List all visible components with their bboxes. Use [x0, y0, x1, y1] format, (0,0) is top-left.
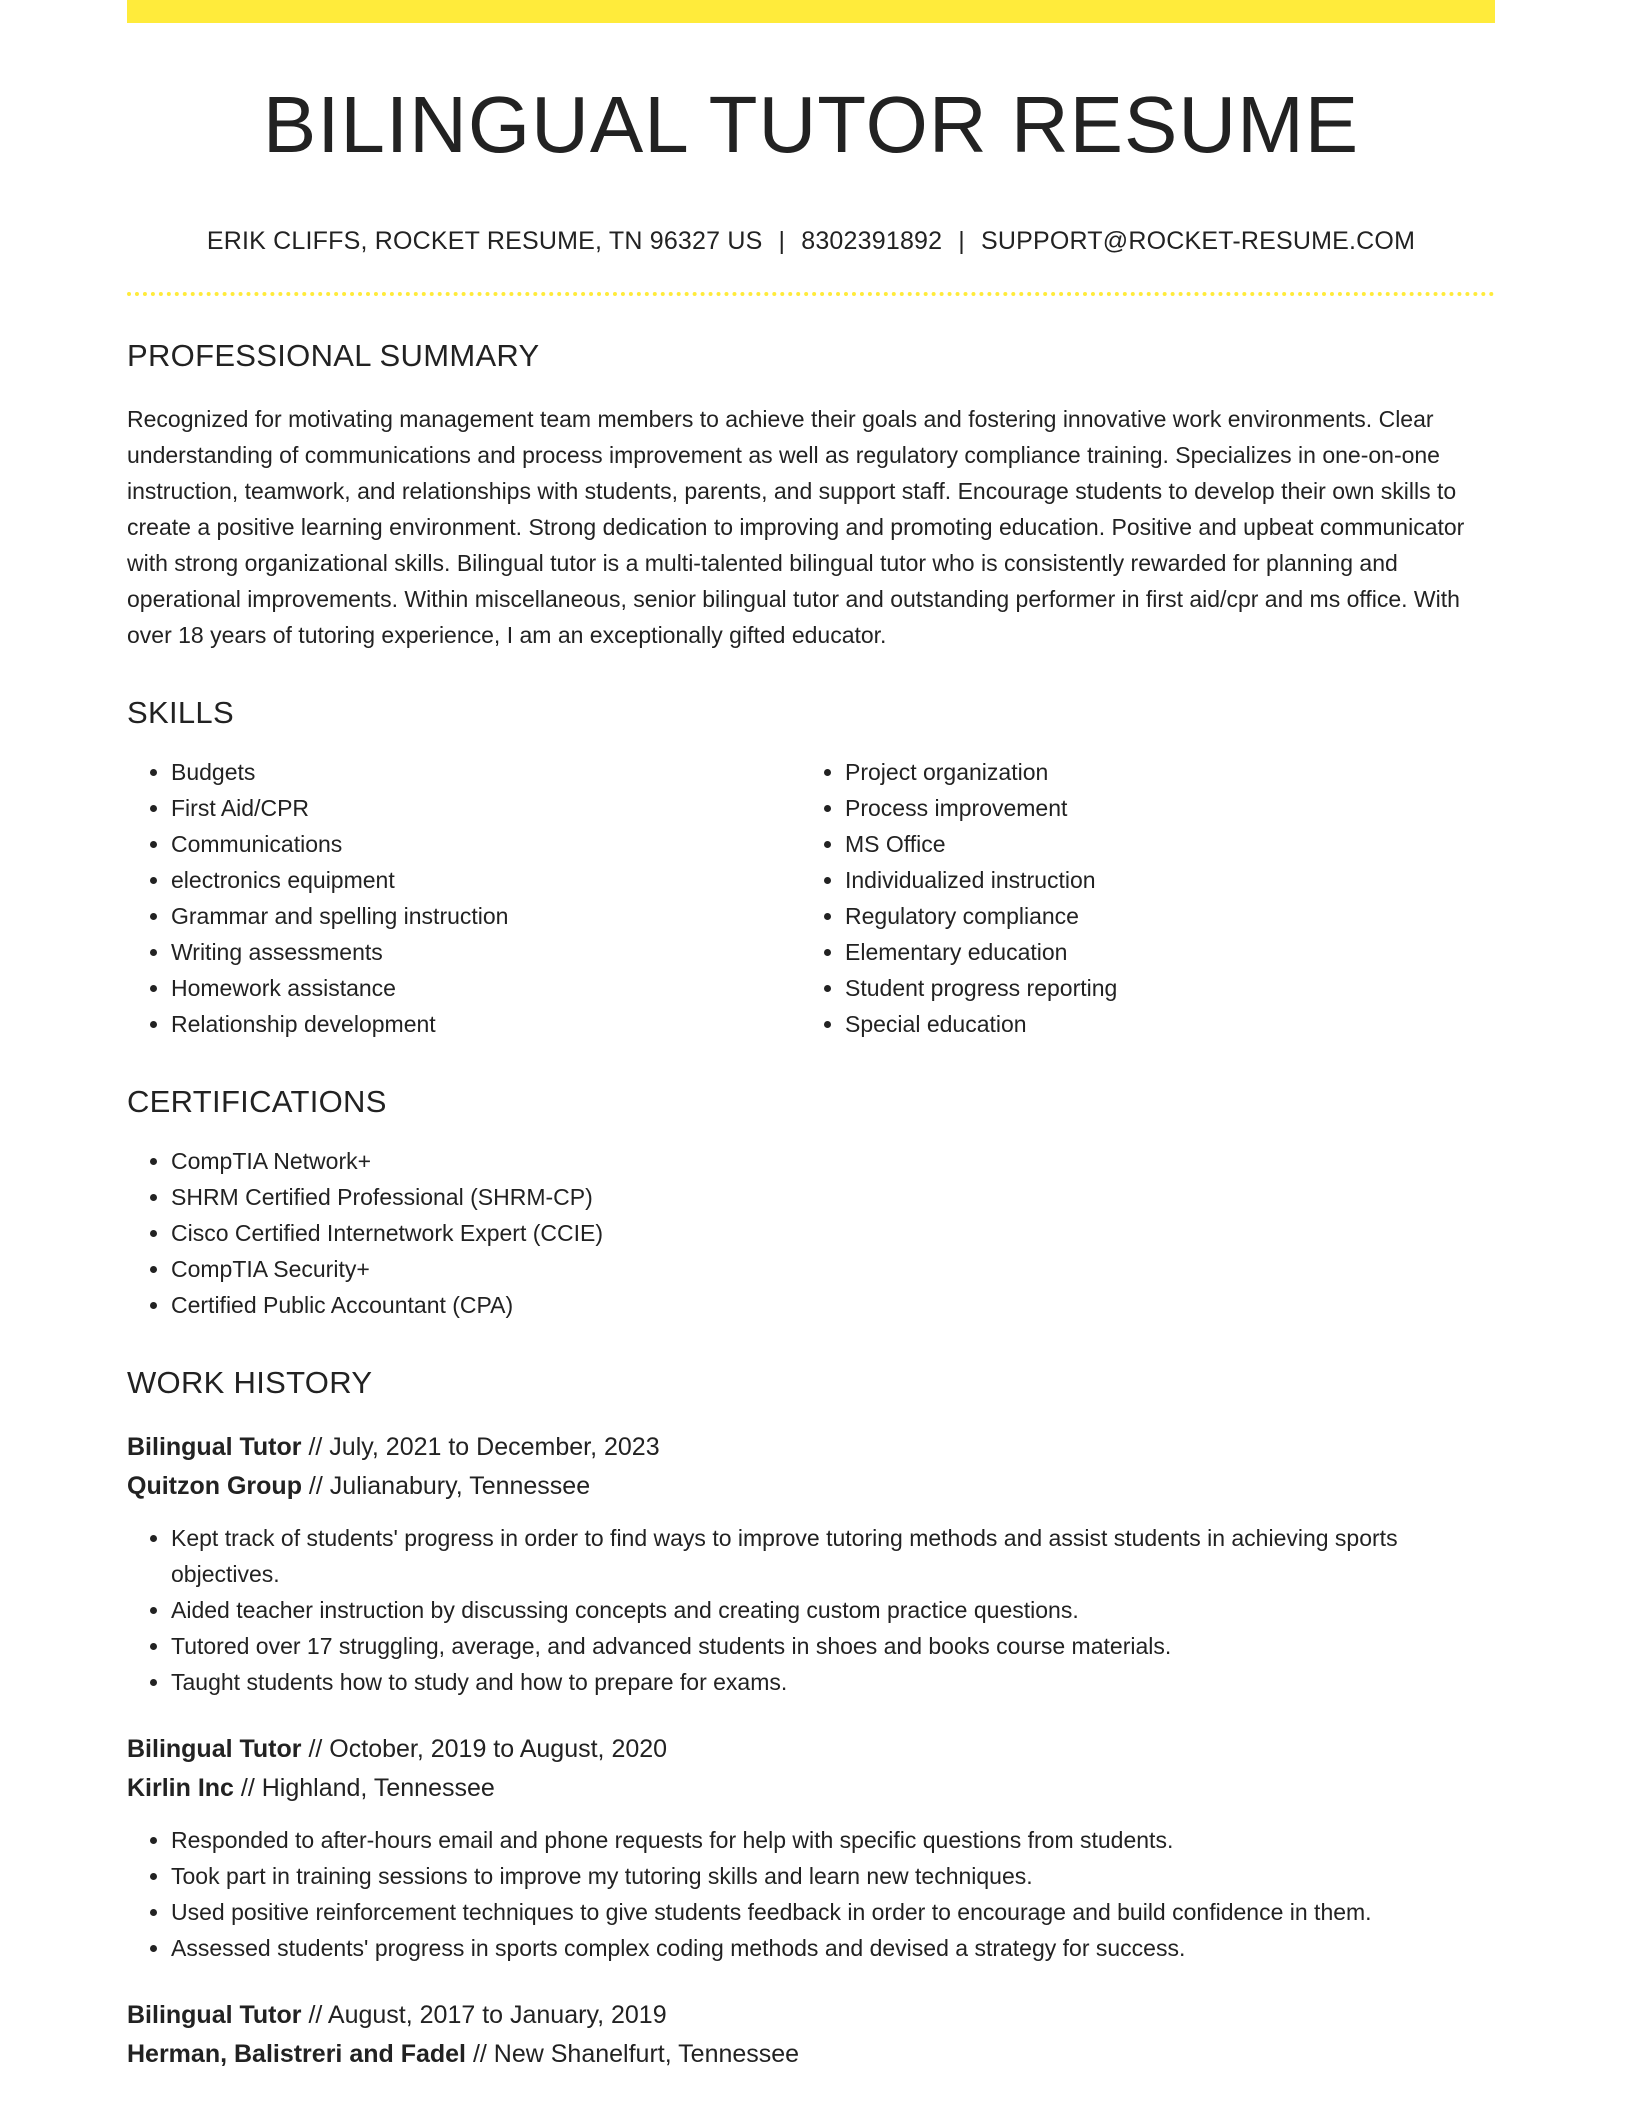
job-company: Herman, Balistreri and Fadel: [127, 2040, 467, 2068]
job-bullet: • Took part in training sessions to improve my tutoring skills and learn new techniques.: [171, 1858, 1495, 1894]
job-title-line: [127, 1730, 1495, 1769]
job-title: Bilingual Tutor: [127, 1433, 302, 1461]
skills-grid: [127, 754, 1495, 1042]
skill-item: • Budgets: [171, 754, 801, 790]
certification-item: • SHRM Certified Professional (SHRM-CP): [171, 1179, 1495, 1215]
skill-item: • Individualized instruction: [845, 862, 1475, 898]
skill-item: • Communications: [171, 826, 801, 862]
work-history-section: [127, 1367, 1495, 2074]
job-bullet: • Responded to after-hours email and phone requests for help with specific questions from students.: [171, 1822, 1495, 1858]
skill-item: • Student progress reporting: [845, 970, 1475, 1006]
certification-item: • Certified Public Accountant (CPA): [171, 1287, 1495, 1323]
job-entry: [127, 1730, 1495, 1966]
job-entry: [127, 1996, 1495, 2074]
accent-top-bar: [127, 0, 1495, 23]
job-title: Bilingual Tutor: [127, 1735, 302, 1763]
job-location: // Highland, Tennessee: [233, 1774, 495, 1802]
resume-page: [127, 0, 1495, 2074]
skills-heading: SKILLS: [127, 695, 234, 730]
certifications-heading: CERTIFICATIONS: [127, 1084, 387, 1119]
job-location: // Julianabury, Tennessee: [301, 1472, 591, 1500]
work-history-heading: WORK HISTORY: [127, 1365, 373, 1400]
contact-separator: |: [958, 227, 965, 255]
skill-item: • electronics equipment: [171, 862, 801, 898]
page-title: BILINGUAL TUTOR RESUME: [262, 80, 1360, 169]
job-location: // New Shanelfurt, Tennessee: [466, 2040, 800, 2068]
certifications-section: [127, 1086, 1495, 1323]
skill-item: • Elementary education: [845, 934, 1475, 970]
contact-address: ERIK CLIFFS, ROCKET RESUME, TN 96327 US: [206, 227, 763, 255]
job-dates: // July, 2021 to December, 2023: [301, 1433, 660, 1461]
skill-item: • Homework assistance: [171, 970, 801, 1006]
job-company-line: [127, 1769, 1495, 1808]
summary-text: Recognized for motivating management team members to achieve their goals and fostering innovative work environments. Clear understanding of communications and process improvement as well as regulatory compliance training. Specializes in one-on-one instruction, teamwork, and relationships with students, parents, and support staff. Encourage students to develop their own skills to create a positive learning environment. Strong dedication to improving and promoting education. Positive and upbeat communicator with strong organizational skills. Bilingual tutor is a multi-talented bilingual tutor who is consistently rewarded for planning and operational improvements. Within miscellaneous, senior bilingual tutor and outstanding performer in first aid/cpr and ms office. With over 18 years of tutoring experience, I am an exceptionally gifted educator.: [127, 406, 1465, 648]
skills-column-right: [801, 754, 1475, 1042]
contact-separator: |: [778, 227, 786, 255]
certifications-list: [127, 1143, 1495, 1323]
job-bullet: • Used positive reinforcement techniques to give students feedback in order to encourage and build confidence in them.: [171, 1894, 1495, 1930]
contact-phone: 8302391892: [801, 227, 943, 255]
summary-section: [127, 340, 1495, 653]
job-title-line: [127, 1996, 1495, 2035]
skill-item: • Grammar and spelling instruction: [171, 898, 801, 934]
skills-list-right: [801, 754, 1475, 1042]
certification-item: • CompTIA Network+: [171, 1143, 1495, 1179]
job-bullet: • Assessed students' progress in sports complex coding methods and devised a strategy for success.: [171, 1930, 1495, 1966]
dotted-divider: [127, 292, 1495, 296]
certification-item: • Cisco Certified Internetwork Expert (CCIE): [171, 1215, 1495, 1251]
job-bullets: [127, 1520, 1495, 1700]
skill-item: • Special education: [845, 1006, 1475, 1042]
job-bullets: [127, 1822, 1495, 1966]
contact-line: [127, 229, 1495, 254]
skills-column-left: [127, 754, 801, 1042]
job-company-line: [127, 1467, 1495, 1506]
job-title: Bilingual Tutor: [127, 2001, 302, 2029]
job-title-line: [127, 1428, 1495, 1467]
job-dates: // October, 2019 to August, 2020: [301, 1735, 668, 1763]
skill-item: • Writing assessments: [171, 934, 801, 970]
skill-item: • Regulatory compliance: [845, 898, 1475, 934]
skills-list-left: [127, 754, 801, 1042]
skill-item: • Process improvement: [845, 790, 1475, 826]
job-bullet: • Kept track of students' progress in order to find ways to improve tutoring methods and assist students in achieving sports objectives.: [171, 1520, 1495, 1592]
skill-item: • MS Office: [845, 826, 1475, 862]
job-entry: [127, 1428, 1495, 1700]
contact-email: SUPPORT@ROCKET-RESUME.COM: [980, 227, 1416, 255]
skill-item: • First Aid/CPR: [171, 790, 801, 826]
job-company: Kirlin Inc: [127, 1774, 234, 1802]
job-bullet: • Taught students how to study and how to prepare for exams.: [171, 1664, 1495, 1700]
certifications-block: [127, 1143, 1495, 1323]
certification-item: • CompTIA Security+: [171, 1251, 1495, 1287]
skills-section: [127, 697, 1495, 1042]
job-bullet: • Aided teacher instruction by discussing concepts and creating custom practice questions.: [171, 1592, 1495, 1628]
summary-heading: PROFESSIONAL SUMMARY: [127, 338, 540, 373]
job-company-line: [127, 2035, 1495, 2074]
job-dates: // August, 2017 to January, 2019: [301, 2001, 667, 2029]
skill-item: • Project organization: [845, 754, 1475, 790]
job-company: Quitzon Group: [127, 1472, 302, 1500]
skill-item: • Relationship development: [171, 1006, 801, 1042]
job-bullet: • Tutored over 17 struggling, average, and advanced students in shoes and books course materials.: [171, 1628, 1495, 1664]
